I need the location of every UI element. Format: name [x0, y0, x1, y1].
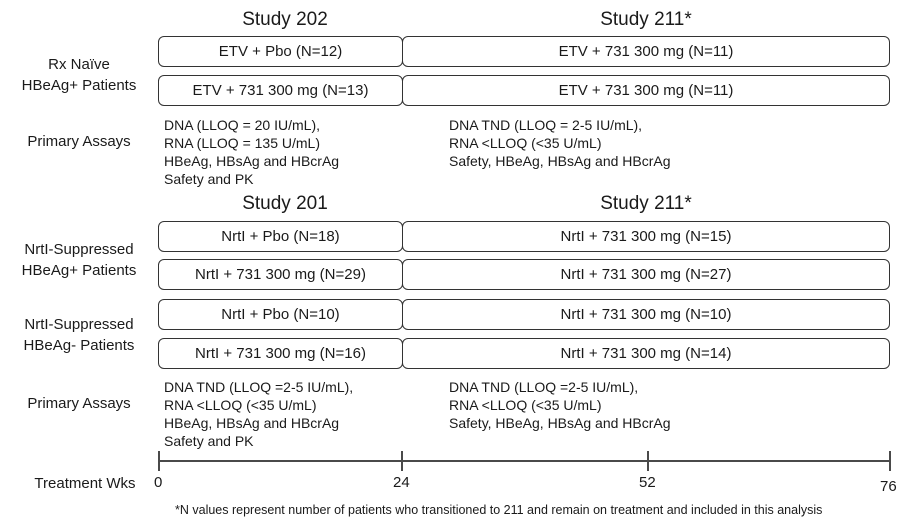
row-label-nrti-hbeag-neg: [4, 314, 154, 356]
assay-line: RNA (LLOQ = 135 U/mL): [164, 135, 321, 151]
assay-line: Safety, HBeAg, HBsAg and HBcrAg: [449, 153, 671, 169]
timeline-tick-label-24: 24: [393, 474, 410, 491]
header-study-201: Study 201: [242, 193, 328, 214]
header-study-211-bottom: Study 211*: [600, 193, 692, 214]
row-label-primary-assays-top: Primary Assays: [27, 133, 131, 150]
arm-box-201-nrti-pbo-b: NrtI + Pbo (N=10): [158, 299, 403, 330]
row-label-nrti-hbeag-neg-line2: HBeAg- Patients: [23, 337, 135, 354]
arm-box-202-etv-pbo: ETV + Pbo (N=12): [158, 36, 403, 67]
arm-box-201-nrti-731-a: NrtI + 731 300 mg (N=29): [158, 259, 403, 290]
assay-line: DNA (LLOQ = 20 IU/mL),: [164, 117, 320, 133]
timeline-tick-label-52: 52: [639, 474, 656, 491]
timeline-label: Treatment Wks: [34, 475, 136, 492]
arm-box-202-etv-731: ETV + 731 300 mg (N=13): [158, 75, 403, 106]
assay-line: DNA TND (LLOQ = 2-5 IU/mL),: [449, 117, 643, 133]
timeline-tick-label-76: 76: [880, 478, 897, 495]
arm-box-201-nrti-731-b: NrtI + 731 300 mg (N=16): [158, 338, 403, 369]
assay-line: Safety and PK: [164, 171, 254, 187]
row-label-rx-naive: [4, 54, 154, 96]
assay-line: DNA TND (LLOQ =2-5 IU/mL),: [164, 379, 354, 395]
assay-line: HBeAg, HBsAg and HBcrAg: [164, 415, 340, 431]
arm-box-211-nrti-731-c: NrtI + 731 300 mg (N=10): [402, 299, 890, 330]
arm-box-211-nrti-731-b: NrtI + 731 300 mg (N=27): [402, 259, 890, 290]
row-label-rx-naive-line1: Rx Naïve: [48, 56, 110, 73]
header-study-211-top: Study 211*: [600, 9, 692, 30]
assay-line: Safety and PK: [164, 433, 254, 449]
assay-line: RNA <LLOQ (<35 U/mL): [164, 397, 317, 413]
footnote: *N values represent number of patients who transitioned to 211 and remain on treatment and included in this analysis: [175, 503, 823, 517]
row-label-nrti-hbeag-pos-line2: HBeAg+ Patients: [21, 262, 137, 279]
arm-box-201-nrti-pbo-a: NrtI + Pbo (N=18): [158, 221, 403, 252]
arm-box-211-etv-731-b: ETV + 731 300 mg (N=11): [402, 75, 890, 106]
timeline-axis: [150, 448, 900, 478]
row-label-primary-assays-bottom: Primary Assays: [27, 395, 131, 412]
assay-line: RNA <LLOQ (<35 U/mL): [449, 135, 602, 151]
assay-line: RNA <LLOQ (<35 U/mL): [449, 397, 602, 413]
row-label-nrti-hbeag-neg-line1: NrtI-Suppressed: [24, 316, 134, 333]
timeline-tick-label-0: 0: [154, 474, 163, 491]
assays-top-left: [164, 116, 339, 188]
assay-line: HBeAg, HBsAg and HBcrAg: [164, 153, 340, 169]
assay-line: Safety, HBeAg, HBsAg and HBcrAg: [449, 415, 671, 431]
assays-bottom-left: [164, 378, 353, 450]
row-label-nrti-hbeag-pos-line1: NrtI-Suppressed: [24, 241, 134, 258]
row-label-nrti-hbeag-pos: [4, 239, 154, 281]
assays-top-right: [449, 116, 671, 170]
arm-box-211-etv-731-a: ETV + 731 300 mg (N=11): [402, 36, 890, 67]
assays-bottom-right: [449, 378, 671, 432]
assay-line: DNA TND (LLOQ =2-5 IU/mL),: [449, 379, 639, 395]
arm-box-211-nrti-731-d: NrtI + 731 300 mg (N=14): [402, 338, 890, 369]
header-study-202: Study 202: [242, 9, 328, 30]
row-label-rx-naive-line2: HBeAg+ Patients: [21, 77, 137, 94]
arm-box-211-nrti-731-a: NrtI + 731 300 mg (N=15): [402, 221, 890, 252]
